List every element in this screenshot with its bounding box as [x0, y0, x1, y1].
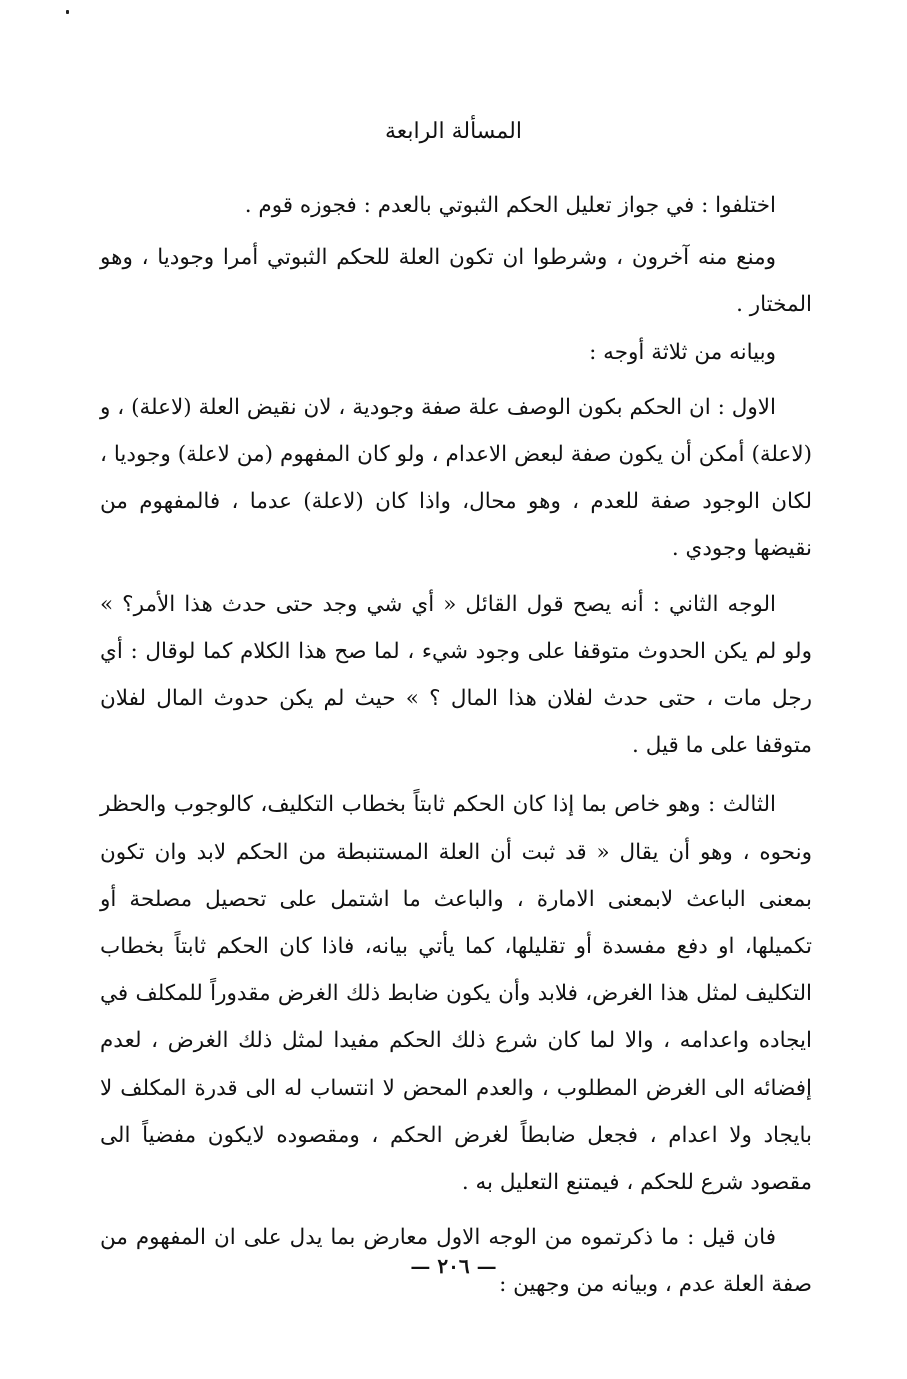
paragraph-three-aspects: وبيانه من ثلاثة أوجه :	[589, 339, 776, 365]
paragraph-second-aspect: الوجه الثاني : أنه يصح قول القائل « أي شي وجد حتى حدث هذا الأمر؟ » ولو لم يكن الحدوث متوقفا على وجود شيء ، لما صح هذا الكلام كما لوقال : أي رجل مات ، حتى حدث لفلان هذا المال ؟ » حيث لم يكن حدوث المال لفلان متوقفا على ما قيل .	[100, 591, 812, 759]
page-number: — ٢٠٦ —	[410, 1254, 497, 1278]
paragraph-third-aspect: الثالث : وهو خاص بما إذا كان الحكم ثابتاً بخطاب التكليف، كالوجوب والحظر ونحوه ، وهو أن يقال « قد ثبت أن العلة المستنبطة من الحكم لابد وان تكون بمعنى الباعث لابمعنى الامارة ، والباعث ما اشتمل على تحصيل مصلحة أو تكميلها، او دفع مفسدة أو تقليلها، كما يأتي بيانه، فاذا كان الحكم ثابتاً بخطاب التكليف لمثل هذا الغرض، فلابد وأن يكون ضابط ذلك الغرض مقدوراً للمكلف في ايجاده واعدامه ، والا لما كان شرع ذلك الحكم مفيدا لمثل ذلك الغرض ، لعدم إفضائه الى الغرض المطلوب ، والعدم المحض لا انتساب له الى قدرة المكلف لا بايجاد ولا اعدام ، فجعل ضابطاً لغرض الحكم ، ومقصوده لايكون مفضياً الى مقصود شرع للحكم ، فيمتنع التعليل به .	[100, 792, 812, 1196]
body-text	[100, 182, 812, 1309]
scan-speck	[66, 10, 69, 14]
paragraph-opposing-view: ومنع منه آخرون ، وشرطوا ان تكون العلة للحكم الثبوتي أمرا وجوديا ، وهو المختار .	[100, 245, 812, 318]
paragraph-first-aspect: الاول : ان الحكم بكون الوصف علة صفة وجودية ، لان نقيض العلة (لاعلة) ، و (لاعلة) أمكن أن يكون صفة لبعض الاعدام ، ولو كان المفهوم (من لاعلة) وجوديا ، لكان الوجود صفة للعدم ، وهو محال، واذا كان (لاعلة) عدما ، فالمفهوم من نقيضها وجودي .	[100, 394, 812, 562]
section-heading: المسألة الرابعة	[385, 119, 522, 144]
paragraph-objection: فان قيل : ما ذكرتموه من الوجه الاول معارض بما يدل على ان المفهوم من صفة العلة عدم ، وبيانه من وجهين :	[100, 1225, 812, 1298]
paragraph-intro: اختلفوا : في جواز تعليل الحكم الثبوتي بالعدم : فجوزه قوم .	[244, 193, 776, 218]
